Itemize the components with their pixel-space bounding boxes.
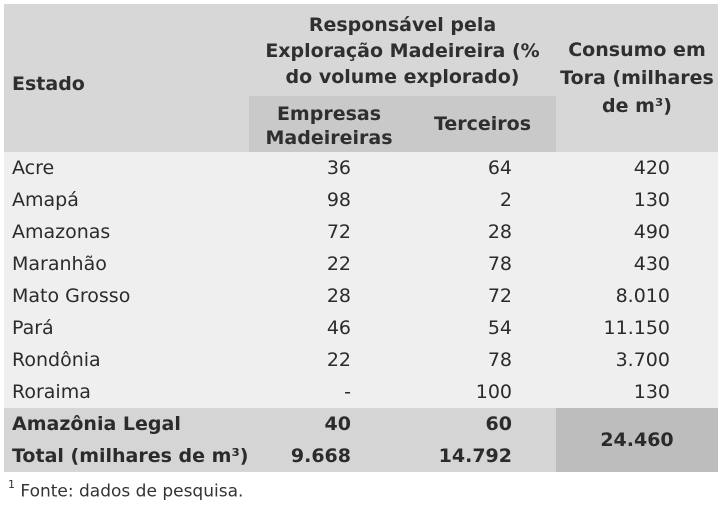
- cell-consumo: 490: [556, 216, 718, 248]
- cell-consumo: 130: [556, 376, 718, 408]
- cell-estado: Amapá: [4, 184, 249, 216]
- cell-terceiros: 78: [409, 248, 556, 280]
- cell-estado: Amazonas: [4, 216, 249, 248]
- cell-consumo: 430: [556, 248, 718, 280]
- cell-consumo: 11.150: [556, 312, 718, 344]
- exploracao-madeireira-table: [4, 4, 718, 472]
- header-responsavel: Responsável pela Exploração Madeireira (% do volume explorado): [249, 4, 556, 96]
- cell-terceiros: 64: [409, 152, 556, 184]
- cell-terceiros: 2: [409, 184, 556, 216]
- data-table-container: [4, 4, 718, 472]
- cell-estado: Acre: [4, 152, 249, 184]
- cell-estado: Mato Grosso: [4, 280, 249, 312]
- cell-consumo: 420: [556, 152, 718, 184]
- cell-empresas: -: [249, 376, 409, 408]
- table-row: [4, 248, 718, 280]
- cell-consumo: 3.700: [556, 344, 718, 376]
- cell-estado: Roraima: [4, 376, 249, 408]
- cell-terceiros: 72: [409, 280, 556, 312]
- footnote-marker: 1: [8, 478, 15, 491]
- table-row: [4, 312, 718, 344]
- cell-estado-total: Total (milhares de m³): [4, 440, 249, 472]
- table-row: [4, 280, 718, 312]
- cell-empresas: 22: [249, 248, 409, 280]
- header-estado: Estado: [4, 4, 249, 152]
- cell-estado-amazonia: Amazônia Legal: [4, 408, 249, 440]
- cell-terceiros-amazonia: 60: [409, 408, 556, 440]
- header-terceiros: Terceiros: [409, 96, 556, 152]
- table-row: [4, 344, 718, 376]
- cell-empresas: 22: [249, 344, 409, 376]
- amazonia-legal-row: [4, 408, 718, 440]
- header-empresas: Empresas Madeireiras: [249, 96, 409, 152]
- cell-estado: Maranhão: [4, 248, 249, 280]
- cell-empresas-amazonia: 40: [249, 408, 409, 440]
- table-row: [4, 184, 718, 216]
- table-row: [4, 152, 718, 184]
- cell-estado: Pará: [4, 312, 249, 344]
- cell-empresas: 28: [249, 280, 409, 312]
- cell-empresas: 36: [249, 152, 409, 184]
- header-consumo: Consumo em Tora (milhares de m³): [556, 4, 718, 152]
- footnote-text: Fonte: dados de pesquisa.: [20, 481, 244, 502]
- cell-estado: Rondônia: [4, 344, 249, 376]
- cell-consumo-total: 24.460: [556, 408, 718, 472]
- cell-empresas: 98: [249, 184, 409, 216]
- cell-consumo: 8.010: [556, 280, 718, 312]
- footnote: [8, 480, 243, 502]
- cell-terceiros: 78: [409, 344, 556, 376]
- cell-terceiros-total: 14.792: [409, 440, 556, 472]
- cell-terceiros: 100: [409, 376, 556, 408]
- cell-terceiros: 54: [409, 312, 556, 344]
- cell-consumo: 130: [556, 184, 718, 216]
- table-row: [4, 376, 718, 408]
- cell-empresas-total: 9.668: [249, 440, 409, 472]
- cell-empresas: 72: [249, 216, 409, 248]
- cell-terceiros: 28: [409, 216, 556, 248]
- table-row: [4, 216, 718, 248]
- cell-empresas: 46: [249, 312, 409, 344]
